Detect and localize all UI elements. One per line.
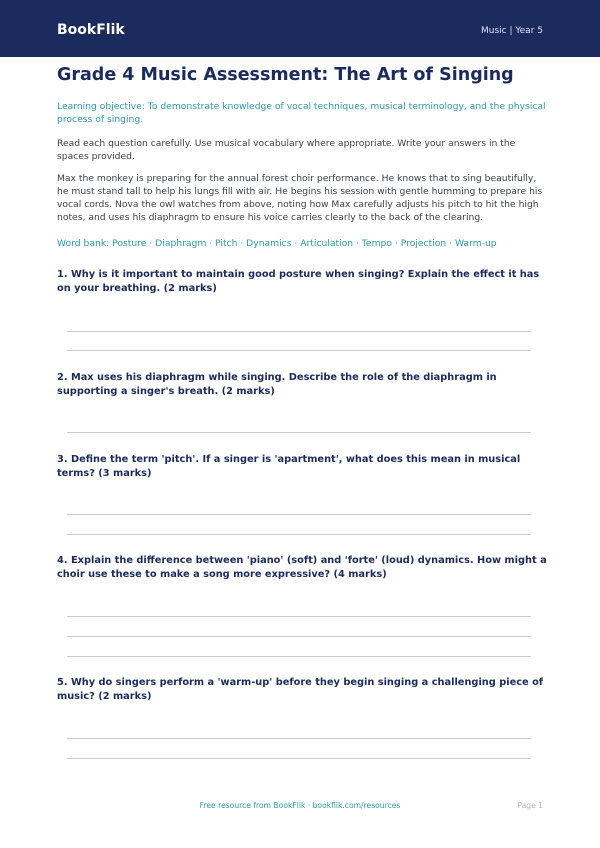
answer-line[interactable]	[67, 432, 531, 433]
answer-line[interactable]	[67, 656, 531, 657]
page-title: Grade 4 Music Assessment: The Art of Singing	[57, 65, 514, 85]
story-passage: Max the monkey is preparing for the annual forest choir performance. He knows that to sing beautifully, he must stand tall to help his lungs fill with air. He begins his session with gentle humming to prepare his vocal cords. Nova the owl watches from above, noting how Max carefully adjusts his pitch to hit the high notes, and uses his diaphragm to ensure his voice carries clearly to the back of the clearing.	[57, 173, 543, 223]
answer-line[interactable]	[67, 534, 531, 535]
question-3: 3. Define the term 'pitch'. If a singer is 'apartment', what does this mean in musical terms? (3 marks)	[57, 454, 521, 479]
page-number: Page 1	[517, 801, 543, 810]
question-1: 1. Why is it important to maintain good posture when singing? Explain the effect it has on your breathing. (2 marks)	[57, 269, 540, 294]
answer-line[interactable]	[67, 636, 531, 637]
answer-line[interactable]	[67, 616, 531, 617]
footer-link[interactable]: Free resource from BookFlik · bookflik.com/resources	[199, 801, 401, 810]
question-2: 2. Max uses his diaphragm while singing. Describe the role of the diaphragm in supporting a singer's breath. (2 marks)	[57, 372, 497, 397]
question-5: 5. Why do singers perform a 'warm-up' before they begin singing a challenging piece of music? (2 marks)	[57, 677, 544, 702]
header-bar	[0, 0, 600, 57]
answer-line[interactable]	[67, 758, 531, 759]
brand-logo[interactable]: BookFlik	[57, 22, 125, 38]
question-4: 4. Explain the difference between 'piano' (soft) and 'forte' (loud) dynamics. How might a choir use these to make a song more expressive? (4 marks)	[57, 555, 547, 580]
subject-label: Music | Year 5	[480, 26, 543, 36]
answer-line[interactable]	[67, 350, 531, 351]
answer-line[interactable]	[67, 514, 531, 515]
learning-objective: Learning objective: To demonstrate knowledge of vocal techniques, musical terminology, and the physical process of singing.	[57, 101, 546, 125]
answer-line[interactable]	[67, 331, 531, 332]
instructions-text: Read each question carefully. Use musical vocabulary where appropriate. Write your answers in the spaces provided.	[57, 138, 516, 162]
word-bank: Word bank: Posture · Diaphragm · Pitch · Dynamics · Articulation · Tempo · Projection · Warm-up	[57, 238, 497, 249]
answer-line[interactable]	[67, 738, 531, 739]
